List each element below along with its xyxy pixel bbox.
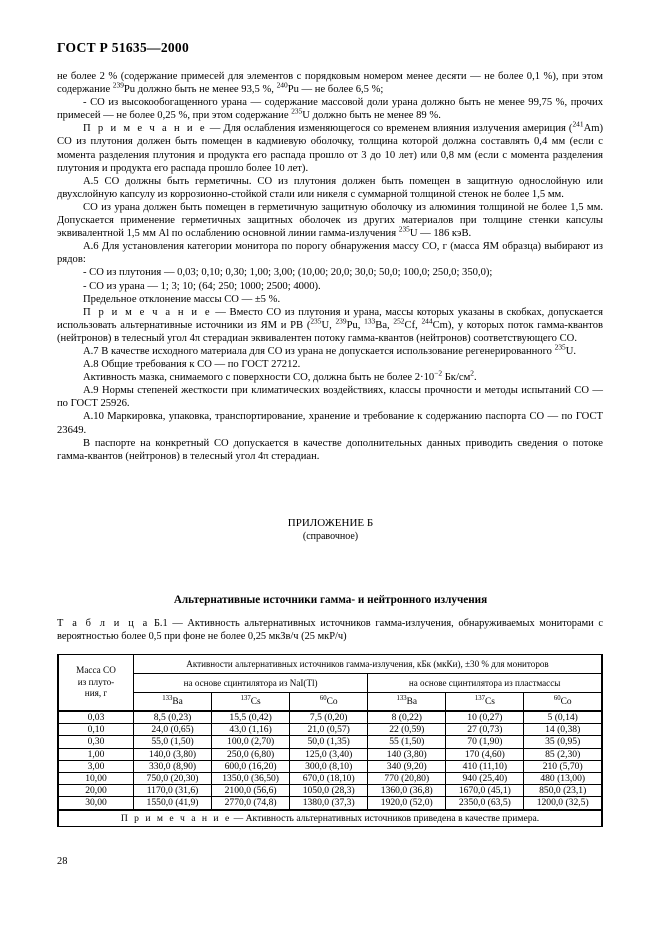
cell-activity: 35 (0,95) bbox=[524, 736, 602, 748]
cell-activity: 55,0 (1,50) bbox=[134, 736, 212, 748]
cell-activity: 940 (25,40) bbox=[446, 773, 524, 785]
cell-activity: 43,0 (1,16) bbox=[212, 724, 290, 736]
cell-activity: 1920,0 (52,0) bbox=[368, 797, 446, 810]
isotope-mass-number: 137 bbox=[240, 694, 251, 702]
clause-a6-mass-series: А.6 Для установления категории монитора по порогу обнаружения массу СО, г (масса ЯМ образца) выбирают из рядов: bbox=[57, 241, 603, 266]
cell-activity: 330,0 (8,90) bbox=[134, 760, 212, 772]
cell-activity: 140,0 (3,80) bbox=[134, 748, 212, 760]
header-mass-line-1: Масса СО bbox=[76, 665, 116, 676]
appendix-subtitle: (справочное) bbox=[302, 531, 359, 542]
cell-activity: 1350,0 (36,50) bbox=[212, 773, 290, 785]
cell-activity: 125,0 (3,40) bbox=[290, 748, 368, 760]
header-group-nai: на основе сцинтилятора из NaI(Tl) bbox=[134, 674, 368, 693]
cell-mass: 0,10 bbox=[58, 724, 134, 736]
isotope-symbol: Co bbox=[326, 696, 338, 707]
header-isotope-co60-nai bbox=[290, 693, 368, 712]
header-mass-line-3: ния, г bbox=[84, 688, 108, 699]
cell-activity: 170 (4,60) bbox=[446, 748, 524, 760]
cell-activity: 70 (1,90) bbox=[446, 736, 524, 748]
paragraph-impurity-limits: не более 2 % (содержание примесей для элементов с порядковым номером менее десяти — не более 0,1 %), при этом содержание $^{239}$Pu должно быть не менее 93,5 %, $^{240}$Pu — не более 6,5 %; bbox=[57, 71, 603, 96]
table-note: П р и м е ч а н и е — Активность альтернативных источников приведена в качестве примера. bbox=[58, 810, 602, 827]
isotope-mass-number: 137 bbox=[474, 694, 485, 702]
isotope-symbol: Cs bbox=[484, 696, 495, 707]
cell-activity: 1050,0 (28,3) bbox=[290, 785, 368, 797]
table-head-row-groups bbox=[58, 674, 602, 693]
clause-a8-general-requirements: А.8 Общие требования к СО — по ГОСТ 27212. bbox=[83, 359, 301, 371]
cell-mass: 30,00 bbox=[58, 797, 134, 810]
cell-activity: 750,0 (20,30) bbox=[134, 773, 212, 785]
activity-table bbox=[57, 654, 603, 827]
cell-activity: 1200,0 (32,5) bbox=[524, 797, 602, 810]
cell-activity: 1170,0 (31,6) bbox=[134, 785, 212, 797]
mass-tolerance: Предельное отклонение массы СО — ±5 %. bbox=[83, 293, 281, 305]
header-group-plastic: на основе сцинтилятора из пластмассы bbox=[368, 674, 602, 693]
isotope-symbol: Co bbox=[560, 696, 572, 707]
clause-a5-hermetic: А.5 СО должны быть герметичны. СО из плутония должен быть помещен в защитную однослойную или двухслойную капсулу из коррозионно-стойкой стали или никеля с суммарной толщиной стенок не более 1,5 мм. bbox=[57, 175, 603, 200]
cell-activity: 1670,0 (45,1) bbox=[446, 785, 524, 797]
cell-activity: 24,0 (0,65) bbox=[134, 724, 212, 736]
table-head-row-top bbox=[58, 655, 602, 674]
cell-activity: 600,0 (16,20) bbox=[212, 760, 290, 772]
table-row bbox=[58, 797, 602, 810]
cell-activity: 410 (11,10) bbox=[446, 760, 524, 772]
table-head bbox=[58, 655, 602, 712]
isotope-symbol: Ba bbox=[172, 696, 183, 707]
cell-activity: 5 (0,14) bbox=[524, 711, 602, 724]
cell-activity: 14 (0,38) bbox=[524, 724, 602, 736]
cell-activity: 2100,0 (56,6) bbox=[212, 785, 290, 797]
cell-activity: 2350,0 (63,5) bbox=[446, 797, 524, 810]
table-row bbox=[58, 748, 602, 760]
note-alternative-sources: П р и м е ч а н и е — Вместо СО из плутония и урана, массы которых указаны в скобках, допускается использовать альтернативные источники из ЯМ и РВ ($^{235}$U, $^{239}$Pu, $^{133}$Ba, $^{252}$Cf, $^{244}$Cm), у которых поток гамма-квантов (нейтронов) в телесный угол 4π стерадиан эквивалентен потоку гамма-квантов (нейтронов) соответствующего СО. bbox=[57, 306, 603, 344]
clause-a10-marking: А.10 Маркировка, упаковка, транспортирование, хранение и требование к содержанию паспорта СО — по ГОСТ 23649. bbox=[57, 411, 603, 436]
cell-activity: 50,0 (1,35) bbox=[290, 736, 368, 748]
cell-activity: 1550,0 (41,9) bbox=[134, 797, 212, 810]
cell-activity: 21,0 (0,57) bbox=[290, 724, 368, 736]
header-mass-column bbox=[58, 655, 134, 712]
cell-activity: 250,0 (6,80) bbox=[212, 748, 290, 760]
cell-activity: 140 (3,80) bbox=[368, 748, 446, 760]
appendix-heading bbox=[0, 516, 661, 544]
clause-a7-regenerated-uranium: А.7 В качестве исходного материала для СО из урана не допускается использование регенерированного $^{235}$U. bbox=[83, 342, 577, 357]
cell-activity: 8,5 (0,23) bbox=[134, 711, 212, 724]
cell-activity: 340 (9,20) bbox=[368, 760, 446, 772]
header-isotope-cs137-nai bbox=[212, 693, 290, 712]
cell-mass: 1,00 bbox=[58, 748, 134, 760]
standard-header: ГОСТ Р 51635—2000 bbox=[57, 40, 190, 55]
isotope-symbol: Cs bbox=[250, 696, 261, 707]
header-activity-span: Активности альтернативных источников гамма-излучения, кБк (мкКи), ±30 % для мониторов bbox=[134, 655, 603, 674]
activity-table-container bbox=[57, 654, 603, 827]
header-isotope-ba133-nai bbox=[134, 693, 212, 712]
cell-activity: 22 (0,59) bbox=[368, 724, 446, 736]
cell-activity: 27 (0,73) bbox=[446, 724, 524, 736]
paragraph-enriched-uranium: - СО из высокообогащенного урана — содержание массовой доли урана должно быть не менее 99,75 %, прочих примесей — не более 0,25 %, при этом содержание $^{235}$U должно быть не менее 89 %. bbox=[57, 97, 603, 122]
cell-activity: 55 (1,50) bbox=[368, 736, 446, 748]
cell-activity: 300,0 (8,10) bbox=[290, 760, 368, 772]
table-caption: Т а б л и ц а Б.1 — Активность альтернативных источников гамма-излучения, обнаруживаемых мониторами с вероятностью более 0,5 при фоне не более 0,25 мкЗв/ч (25 мкР/ч) bbox=[57, 618, 603, 642]
clause-a8-smear-activity: Активность мазка, снимаемого с поверхности СО, должна быть не более $2\cdot 10^{-2}$ $Бк/см^2$. bbox=[83, 368, 477, 384]
table-row bbox=[58, 711, 602, 724]
page-number: 28 bbox=[57, 856, 68, 867]
cell-activity: 1380,0 (37,3) bbox=[290, 797, 368, 810]
cell-activity: 7,5 (0,20) bbox=[290, 711, 368, 724]
table-body bbox=[58, 711, 602, 810]
cell-mass: 0,03 bbox=[58, 711, 134, 724]
table-note-row bbox=[58, 810, 602, 827]
cell-activity: 8 (0,22) bbox=[368, 711, 446, 724]
cell-activity: 15,5 (0,42) bbox=[212, 711, 290, 724]
cell-activity: 2770,0 (74,8) bbox=[212, 797, 290, 810]
clause-a9-climatic: А.9 Нормы степеней жесткости при климатических воздействиях, классы прочности и методы испытаний СО — по ГОСТ 25926. bbox=[57, 385, 603, 410]
cell-activity: 850,0 (23,1) bbox=[524, 785, 602, 797]
cell-mass: 20,00 bbox=[58, 785, 134, 797]
header-isotope-co60-plastic bbox=[524, 693, 602, 712]
cell-activity: 480 (13,00) bbox=[524, 773, 602, 785]
paragraph-passport-data: В паспорте на конкретный СО допускается в качестве дополнительных данных приводить сведения о потоке гамма-квантов (нейтронов) в телесный угол 4π стерадиан. bbox=[57, 437, 603, 462]
cell-activity: 100,0 (2,70) bbox=[212, 736, 290, 748]
cell-mass: 10,00 bbox=[58, 773, 134, 785]
isotope-mass-number: 133 bbox=[162, 694, 173, 702]
table-row bbox=[58, 785, 602, 797]
cell-activity: 10 (0,27) bbox=[446, 711, 524, 724]
cell-mass: 3,00 bbox=[58, 760, 134, 772]
table-foot bbox=[58, 810, 602, 827]
table-row bbox=[58, 773, 602, 785]
body-text-block bbox=[57, 70, 603, 463]
isotope-mass-number: 133 bbox=[396, 694, 407, 702]
cell-activity: 1360,0 (36,8) bbox=[368, 785, 446, 797]
table-row bbox=[58, 724, 602, 736]
table-row bbox=[58, 760, 602, 772]
isotope-mass-number: 60 bbox=[553, 694, 561, 702]
list-plutonium-masses: - СО из плутония — 0,03; 0,10; 0,30; 1,00; 3,00; (10,00; 20,0; 30,0; 50,0; 100,0; 250,0; 350,0); bbox=[83, 267, 493, 279]
cell-activity: 85 (2,30) bbox=[524, 748, 602, 760]
header-isotope-cs137-plastic bbox=[446, 693, 524, 712]
appendix-title: ПРИЛОЖЕНИЕ Б bbox=[287, 517, 374, 529]
table-row bbox=[58, 736, 602, 748]
list-uranium-masses: - СО из урана — 1; 3; 10; (64; 250; 1000; 2500; 4000). bbox=[83, 280, 321, 292]
header-isotope-ba133-plastic bbox=[368, 693, 446, 712]
isotope-mass-number: 60 bbox=[319, 694, 327, 702]
cell-activity: 670,0 (18,10) bbox=[290, 773, 368, 785]
note-americium: П р и м е ч а н и е — Для ослабления изменяющегося со временем влияния излучения америция ($^{241}$Am) СО из плутония должен быть помещен в кадмиевую оболочку, толщина которой должна составлять 0,4 мм (если с момента разделения плутония и продукта его распада прошло от 3 до 10 лет) или 0,8 мм (если с момента разделения плутония и продукта его распада прошло более 10 лет). bbox=[57, 119, 603, 174]
header-mass-line-2: из плуто- bbox=[77, 676, 115, 687]
isotope-symbol: Ba bbox=[406, 696, 418, 707]
cell-activity: 210 (5,70) bbox=[524, 760, 602, 772]
cell-mass: 0,30 bbox=[58, 736, 134, 748]
cell-activity: 770 (20,80) bbox=[368, 773, 446, 785]
table-head-row-isotopes bbox=[58, 693, 602, 712]
clause-a5-uranium-shell: СО из урана должен быть помещен в герметичную защитную оболочку из алюминия толщиной не более 1,5 мм. Допускается применение герметичных защитных оболочек из других материалов при толщине стенки капсулы эквивалентной 1,5 мм Al по ослаблению основной линии гамма-излучения $^{235}$U — 186 кэВ. bbox=[57, 201, 603, 240]
section-title: Альтернативные источники гамма- и нейтронного излучения bbox=[173, 594, 488, 606]
